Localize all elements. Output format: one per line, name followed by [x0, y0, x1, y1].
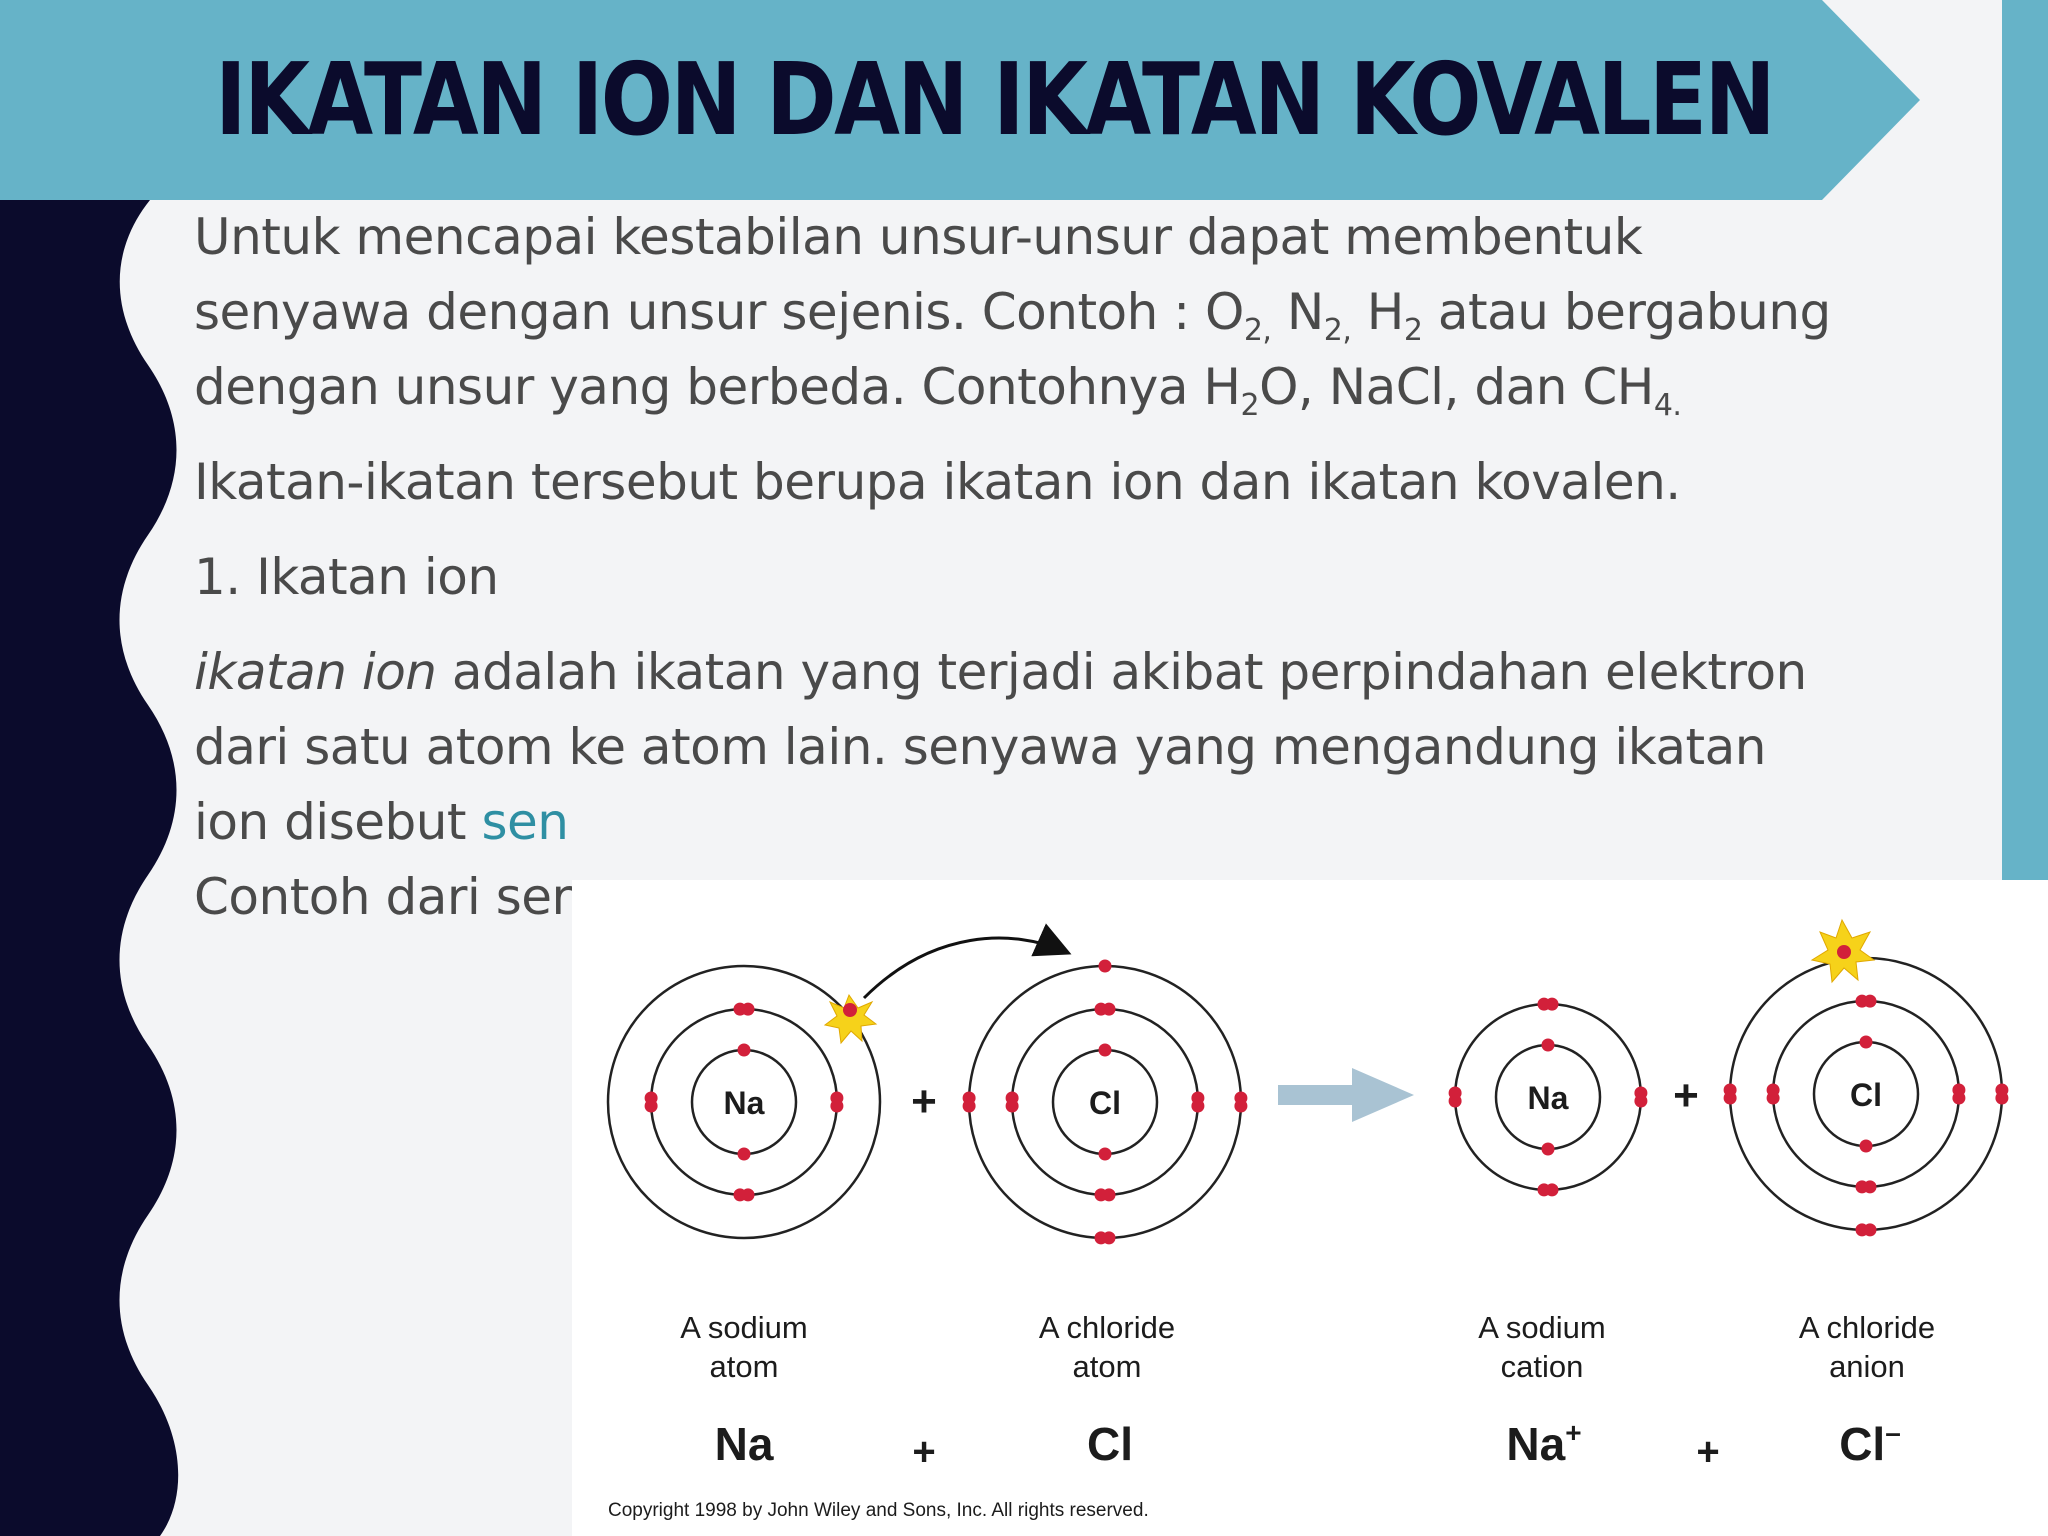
paragraph-example: Contoh dari ser [194, 868, 572, 926]
electron [1099, 960, 1112, 973]
electron [1449, 1087, 1462, 1100]
electron [1095, 1231, 1108, 1244]
caption-chloride-atom-l2: atom [1072, 1349, 1142, 1384]
electron [830, 1100, 843, 1113]
equation-cl: Cl [1087, 1418, 1133, 1470]
paragraph-bond-types: Ikatan-ikatan tersebut berupa ikatan ion dan ikatan kovalen. [194, 453, 1681, 511]
caption-chloride-atom-l1: A chloride [1038, 1310, 1176, 1345]
heading-ionic-bond: 1. Ikatan ion [194, 548, 499, 606]
ionic-compound-link[interactable]: sen [481, 793, 569, 851]
electron [1538, 1183, 1551, 1196]
copyright-notice: Copyright 1998 by John Wiley and Sons, Inc. All rights reserved. [608, 1500, 1149, 1521]
gained-electron-flash-icon [1812, 920, 1874, 982]
electron [1234, 1100, 1247, 1113]
sodium-cation-symbol: Na [1527, 1080, 1569, 1116]
equation-plus-2: + [1696, 1430, 1720, 1474]
electron [1856, 1223, 1869, 1236]
electron [1724, 1084, 1737, 1097]
electron [738, 1148, 751, 1161]
sodium-atom-symbol: Na [723, 1085, 765, 1121]
electron [963, 1092, 976, 1105]
electron [734, 1188, 747, 1201]
electron [738, 1044, 751, 1057]
chloride-anion-symbol: Cl [1850, 1077, 1882, 1113]
slide-title: IKATAN ION DAN IKATAN KOVALEN [215, 41, 1774, 158]
electron [1856, 1180, 1869, 1193]
chloride-atom-symbol: Cl [1089, 1085, 1121, 1121]
ionic-bond-diagram [572, 880, 2048, 1536]
ionic-bond-figure [572, 880, 2048, 1536]
right-accent-bar [2002, 0, 2048, 880]
electron [1542, 1143, 1555, 1156]
caption-sodium-cation-l2: cation [1500, 1349, 1584, 1384]
electron [1864, 995, 1877, 1008]
paragraph-ionic-definition: ikatan ion adalah ikatan yang terjadi akibat perpindahan elektron dari satu atom ke atom lain. senyawa yang mengandung ikatan ion disebut sen [194, 643, 1807, 851]
plus-sign-2: + [1673, 1071, 1699, 1120]
caption-sodium-atom-l2: atom [709, 1349, 779, 1384]
electron [1767, 1084, 1780, 1097]
electron [1095, 1188, 1108, 1201]
equation-cl-ion: Cl– [1839, 1417, 1901, 1470]
equation-na-ion: Na+ [1506, 1417, 1582, 1470]
slide-body [194, 200, 1834, 935]
plus-sign-1: + [911, 1077, 937, 1126]
electron [1952, 1092, 1965, 1105]
electron [1860, 1036, 1873, 1049]
electron [1191, 1100, 1204, 1113]
electron-transfer-arrow [864, 938, 1066, 998]
caption-chloride-anion-l2: anion [1829, 1349, 1905, 1384]
caption-sodium-atom-l1: A sodium [680, 1310, 808, 1345]
electron-flash-icon [825, 995, 876, 1043]
left-wave-band [0, 200, 178, 1536]
reaction-arrow [1278, 1068, 1414, 1122]
electron [1995, 1092, 2008, 1105]
electron [1860, 1140, 1873, 1153]
electron [1542, 1039, 1555, 1052]
electron [645, 1092, 658, 1105]
electron [1006, 1092, 1019, 1105]
electron [1099, 1148, 1112, 1161]
caption-chloride-anion-l1: A chloride [1798, 1310, 1936, 1345]
electron [742, 1003, 755, 1016]
electron [1546, 998, 1559, 1011]
electron [1634, 1095, 1647, 1108]
equation-na: Na [714, 1418, 774, 1470]
caption-sodium-cation-l1: A sodium [1478, 1310, 1606, 1345]
electron [1099, 1044, 1112, 1057]
chloride-anion-electrons [1724, 995, 2009, 1237]
paragraph-intro: Untuk mencapai kestabilan unsur-unsur dapat membentuk senyawa dengan unsur sejenis. Contoh : $O_{2,}$ $N_{2,}$ $H_2$ atau bergabung dengan unsur yang berbeda. Contohnya $H_2O$, NaCl, dan $CH_{4.}$ [194, 208, 1831, 423]
equation-plus-1: + [912, 1430, 936, 1474]
electron [1103, 1003, 1116, 1016]
